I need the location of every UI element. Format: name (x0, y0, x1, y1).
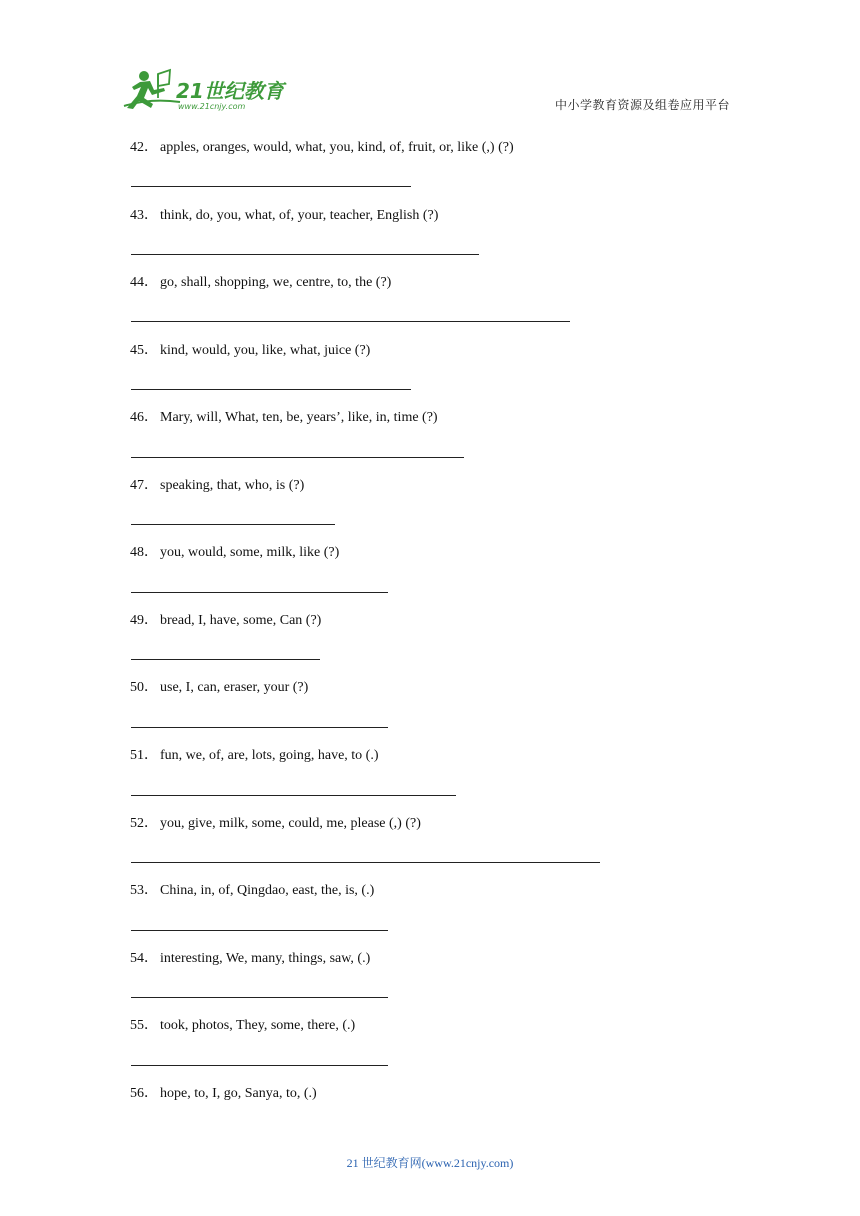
question-54: 54． interesting, We, many, things, saw, (.) (130, 951, 371, 966)
answer-line-50[interactable] (131, 727, 388, 728)
question-43: 43． think, do, you, what, of, your, teacher, English (?) (130, 208, 439, 223)
question-52: 52． you, give, milk, some, could, me, please (,) (?) (130, 816, 421, 831)
page-footer: 21 世纪教育网(www.21cnjy.com) (346, 1156, 514, 1170)
svg-text:21世纪教育: 21世纪教育 (176, 79, 284, 103)
page-header (120, 68, 740, 118)
question-47: 47． speaking, that, who, is (?) (130, 478, 305, 493)
runner-logo-icon (120, 68, 290, 114)
question-51: 51． fun, we, of, are, lots, going, have, to (.) (130, 748, 379, 763)
answer-line-44[interactable] (131, 321, 570, 322)
question-55: 55． took, photos, They, some, there, (.) (130, 1018, 356, 1033)
answer-line-49[interactable] (131, 659, 320, 660)
answer-line-43[interactable] (131, 254, 479, 255)
answer-line-47[interactable] (131, 524, 335, 525)
question-50: 50． use, I, can, eraser, your (?) (130, 680, 309, 695)
question-45: 45． kind, would, you, like, what, juice (?) (130, 343, 371, 358)
answer-line-45[interactable] (131, 389, 411, 390)
question-46: 46． Mary, will, What, ten, be, years’, like, in, time (?) (130, 410, 438, 425)
answer-line-46[interactable] (131, 457, 464, 458)
answer-line-51[interactable] (131, 795, 456, 796)
question-53: 53． China, in, of, Qingdao, east, the, is, (.) (130, 883, 375, 898)
svg-text:www.21cnjy.com: www.21cnjy.com (178, 102, 246, 111)
question-56: 56． hope, to, I, go, Sanya, to, (.) (130, 1086, 317, 1101)
question-42: 42． apples, oranges, would, what, you, kind, of, fruit, or, like (,) (?) (130, 140, 514, 155)
question-49: 49． bread, I, have, some, Can (?) (130, 613, 322, 628)
question-48: 48． you, would, some, milk, like (?) (130, 545, 340, 560)
answer-line-55[interactable] (131, 1065, 388, 1066)
question-44: 44． go, shall, shopping, we, centre, to, the (?) (130, 275, 392, 290)
answer-line-52[interactable] (131, 862, 600, 863)
brand-logo (120, 68, 290, 114)
answer-line-54[interactable] (131, 997, 388, 998)
platform-tagline: 中小学教育资源及组卷应用平台 (554, 98, 730, 112)
answer-line-48[interactable] (131, 592, 388, 593)
answer-line-42[interactable] (131, 186, 411, 187)
answer-line-53[interactable] (131, 930, 388, 931)
